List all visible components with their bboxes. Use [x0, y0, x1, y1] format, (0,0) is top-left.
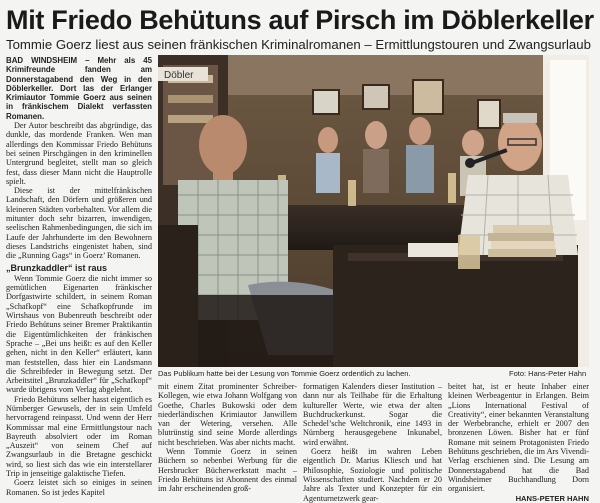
article-column-2 [158, 382, 297, 494]
paragraph: formatigen Kalenders dieser Institution – dann nur als Teilhabe für die Erhaltung kultureller Werte, wie etwa der alten Buchdruckerkunst. Sogar die Schedel’sche Weltchronik, eine 1493 in Nürnberg herausgegebene Inkunabel, wird erwähnt. [303, 382, 442, 447]
paragraph: Goerz leistet sich so einiges in seinen Romanen. So ist jedes Kapitel [6, 478, 152, 497]
article-column-3 [303, 382, 442, 503]
article-intro: BAD WINDSHEIM – Mehr als 45 Krimifreunde fanden am Donnerstagabend den Weg in den Döblerkeller. Dort las der Erlanger Krimiautor Tommie Goerz aus seinen in fränkischem Dialekt verfassten Romanen. [6, 56, 152, 121]
article-author: HANS-PETER HAHN [515, 493, 589, 503]
paragraph: Friedo Behütuns selber hasst eigentlich es Nürnberger Gewusels, der in sein Umfeld hervorragend reinpasst. Und wenn der Herr Kommissar mal eine Ermittlungstour nach Bayreuth absolviert oder im Roman „Auszeit“ von seinem Chef auf Zwangsurlaub in die Bretagne geschickt wird, so liest sich das wie ein interstellarer Trip in jenseitige galaktische Tiefen. [6, 394, 152, 479]
article-column-4 [448, 382, 589, 503]
article-column-1 [6, 56, 152, 497]
photo-illustration [158, 55, 589, 367]
paragraph: Der Autor beschreibt das abgründige, das dunkle, das mordende Franken. Wen man allerdings den Kommissar Friedo Behütuns bei seinen Pirschgängen in den kriminellen Untergrund begleitet, stellt man so gleich fest, dass dieser Mann nicht die Hauptrolle spielt. [6, 121, 152, 186]
paragraph: mit einem Zitat prominenter Schreiber-Kollegen, wie etwa Johann Wolfgang von Goethe, Charles Bukowski oder dem niederländischen Krimiautor Janwillem van der Wetering, versehen. Alle blutrünstig sind seine Morde allerdings nicht beschrieben. Was aber nichts macht. [158, 382, 297, 447]
paragraph: Diese ist der mittelfränkischen Landschaft, den Dörfern und größeren und kleineren Städten vorbehalten. Vor allem die mitunter doch sehr bizarren, inwendigen, seelischen Rahmenbedingungen, die sich im Laufe der Jahrhunderte im den Bewohnern dieses Landstrichs eingenistet haben, sind die „Running Gags“ in Goerz’ Romanen. [6, 186, 152, 261]
paragraph: Goerz heißt im wahren Leben eigentlich Dr. Marius Kliesch und hat Philosophie, Soziologie und politische Wissenschaften studiert. Nachdem er 20 Jahre als Texter und Konzepter für ein Agenturnetzwerk gear- [303, 447, 442, 503]
paragraph: Wenn Tommie Goerz in seinen Büchern so nebenbei Werbung für die Hersbrucker Bücherwerkstatt macht – Friedo Behütuns ist Abonnent des einmal im Jahr erscheinenden groß- [158, 447, 297, 494]
article-photo [158, 55, 589, 367]
photo-credit: Foto: Hans-Peter Hahn [509, 369, 587, 378]
photo-sign-text: Döbler [164, 70, 194, 81]
photo-caption: Das Publikum hatte bei der Lesung von Tommie Goerz ordentlich zu lachen. [158, 369, 411, 378]
subheadline: Tommie Goerz liest aus seinen fränkischen Kriminalromanen – Ermittlungstouren und Zwangsurlaub [6, 37, 591, 52]
paragraph: beitet hat, ist er heute Inhaber einer kleinen Werbeagentur in Erlangen. Beim „Lions International Festival of Creativity“, einer bekannten Veranstaltung der Werbebranche, erhielt er 2007 den bronzenen Löwen. Bisher hat er fünf Romane mit seinem Protagonisten Friedo Behütuns geschrieben, die im Ars Vivendi-Verlag erschienen sind. Die Lesung am Donnerstagabend hat die Bad Windsheimer Buchhandlung Dorn organisiert. [448, 382, 589, 494]
paragraph: Wenn Tommie Goerz die nicht immer so gemütlichen Eigenarten fränkischer Dorfgastwirte schildert, in seinem Roman „Schafkopf“ eine Schafkopfrunde im Wirtshaus von Bubenreuth beschreibt oder Friedo Behütuns seiner Bremer Praktikantin die Eigentümlichkeiten der fränkischen Sprache – „Bei uns heißt: es auf den Keller gehen, nicht in den Keller“ erläutert, kann man feststellen, dass hier ein Landsmann die Schreibfeder in Bewegung setzt. Der Arbeitstitel „Brunzkaddler“ für „Schafkopf“ wurde übrigens vom Verlag abgelehnt. [6, 273, 152, 395]
headline: Mit Friedo Behütuns auf Pirsch im Döblerkeller [6, 5, 594, 35]
section-subhead: „Brunzkaddler“ ist raus [6, 262, 108, 273]
